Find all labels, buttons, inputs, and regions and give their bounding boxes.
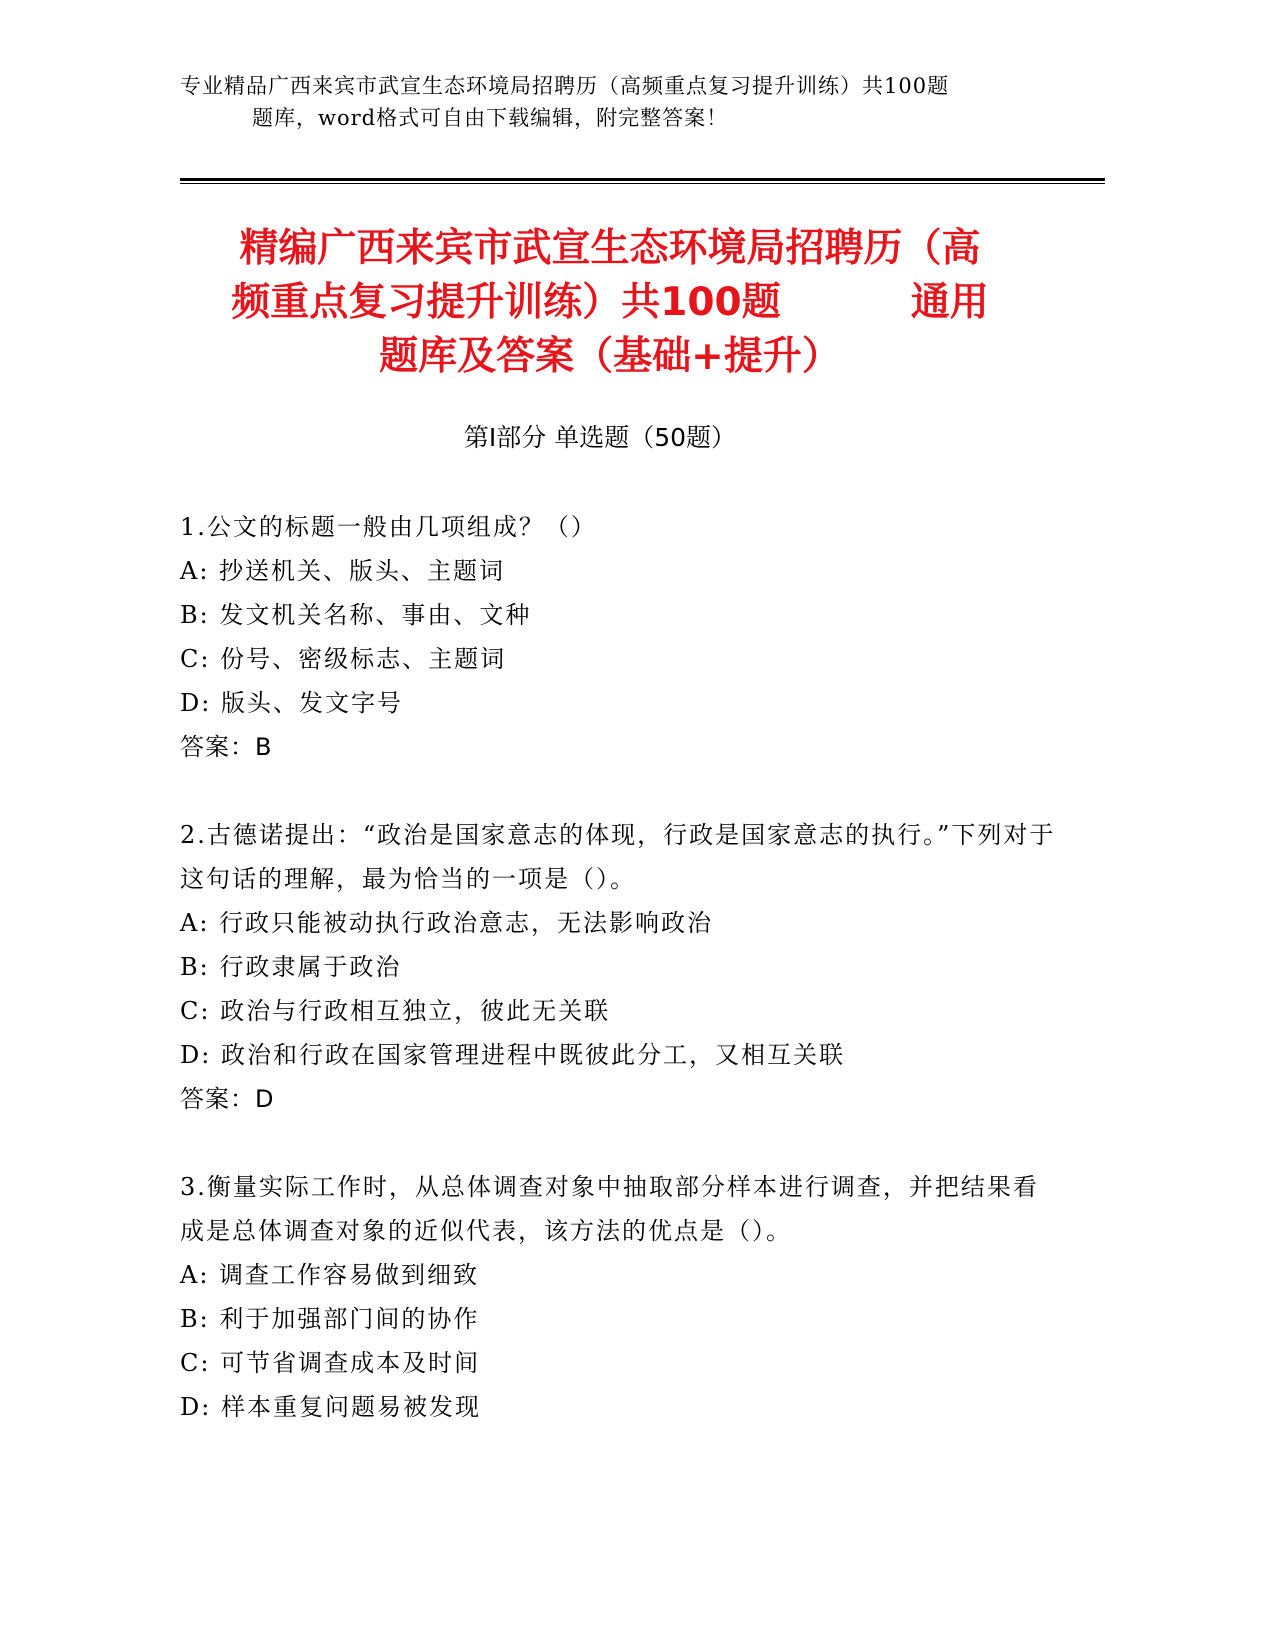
answer: 答案：B	[180, 733, 273, 761]
header-line-2: 题库，word格式可自由下载编辑，附完整答案！	[252, 106, 729, 130]
option-d: D: 版头、发文字号	[180, 689, 403, 717]
question-item	[180, 505, 1060, 769]
section-title: 第Ⅰ部分 单选题（50题）	[463, 423, 737, 452]
title-line-2b: 通用	[910, 280, 989, 325]
option-c: C: 份号、密级标志、主题词	[180, 645, 507, 673]
option-b: B: 发文机关名称、事由、文种	[180, 601, 532, 629]
question-stem: 3.衡量实际工作时，从总体调查对象中抽取部分样本进行调查，并把结果看成是总体调查对象的近似代表，该方法的优点是（）。	[180, 1173, 1039, 1245]
option-b: B: 行政隶属于政治	[180, 953, 402, 981]
header-divider-thin	[180, 183, 1105, 184]
title-line-2	[180, 276, 1040, 330]
title-line-1: 精编广西来宾市武宣生态环境局招聘历（高	[239, 226, 981, 271]
question-item	[180, 813, 1060, 1121]
option-a: A: 抄送机关、版头、主题词	[180, 557, 506, 585]
option-a: A: 调查工作容易做到细致	[180, 1261, 480, 1289]
answer: 答案：D	[180, 1085, 275, 1113]
document-title	[180, 222, 1040, 384]
option-d: D: 政治和行政在国家管理进程中既彼此分工，又相互关联	[180, 1041, 845, 1069]
option-a: A: 行政只能被动执行政治意志，无法影响政治	[180, 909, 714, 937]
question-stem: 1.公文的标题一般由几项组成？（）	[180, 513, 597, 541]
title-line-3: 题库及答案（基础+提升）	[379, 334, 841, 379]
option-c: C: 可节省调查成本及时间	[180, 1349, 481, 1377]
question-list	[180, 505, 1060, 1473]
title-line-2a: 频重点复习提升训练）共100题	[231, 280, 781, 325]
question-item	[180, 1165, 1060, 1429]
option-b: B: 利于加强部门间的协作	[180, 1305, 480, 1333]
option-d: D: 样本重复问题易被发现	[180, 1393, 481, 1421]
option-c: C: 政治与行政相互独立，彼此无关联	[180, 997, 611, 1025]
question-stem: 2.古德诺提出：“政治是国家意志的体现，行政是国家意志的执行。”下列对于这句话的理解，最为恰当的一项是（）。	[180, 821, 1056, 893]
header-line-1: 专业精品广西来宾市武宣生态环境局招聘历（高频重点复习提升训练）共100题	[180, 74, 950, 98]
header-divider-thick	[180, 178, 1105, 181]
document-header	[180, 70, 1060, 134]
